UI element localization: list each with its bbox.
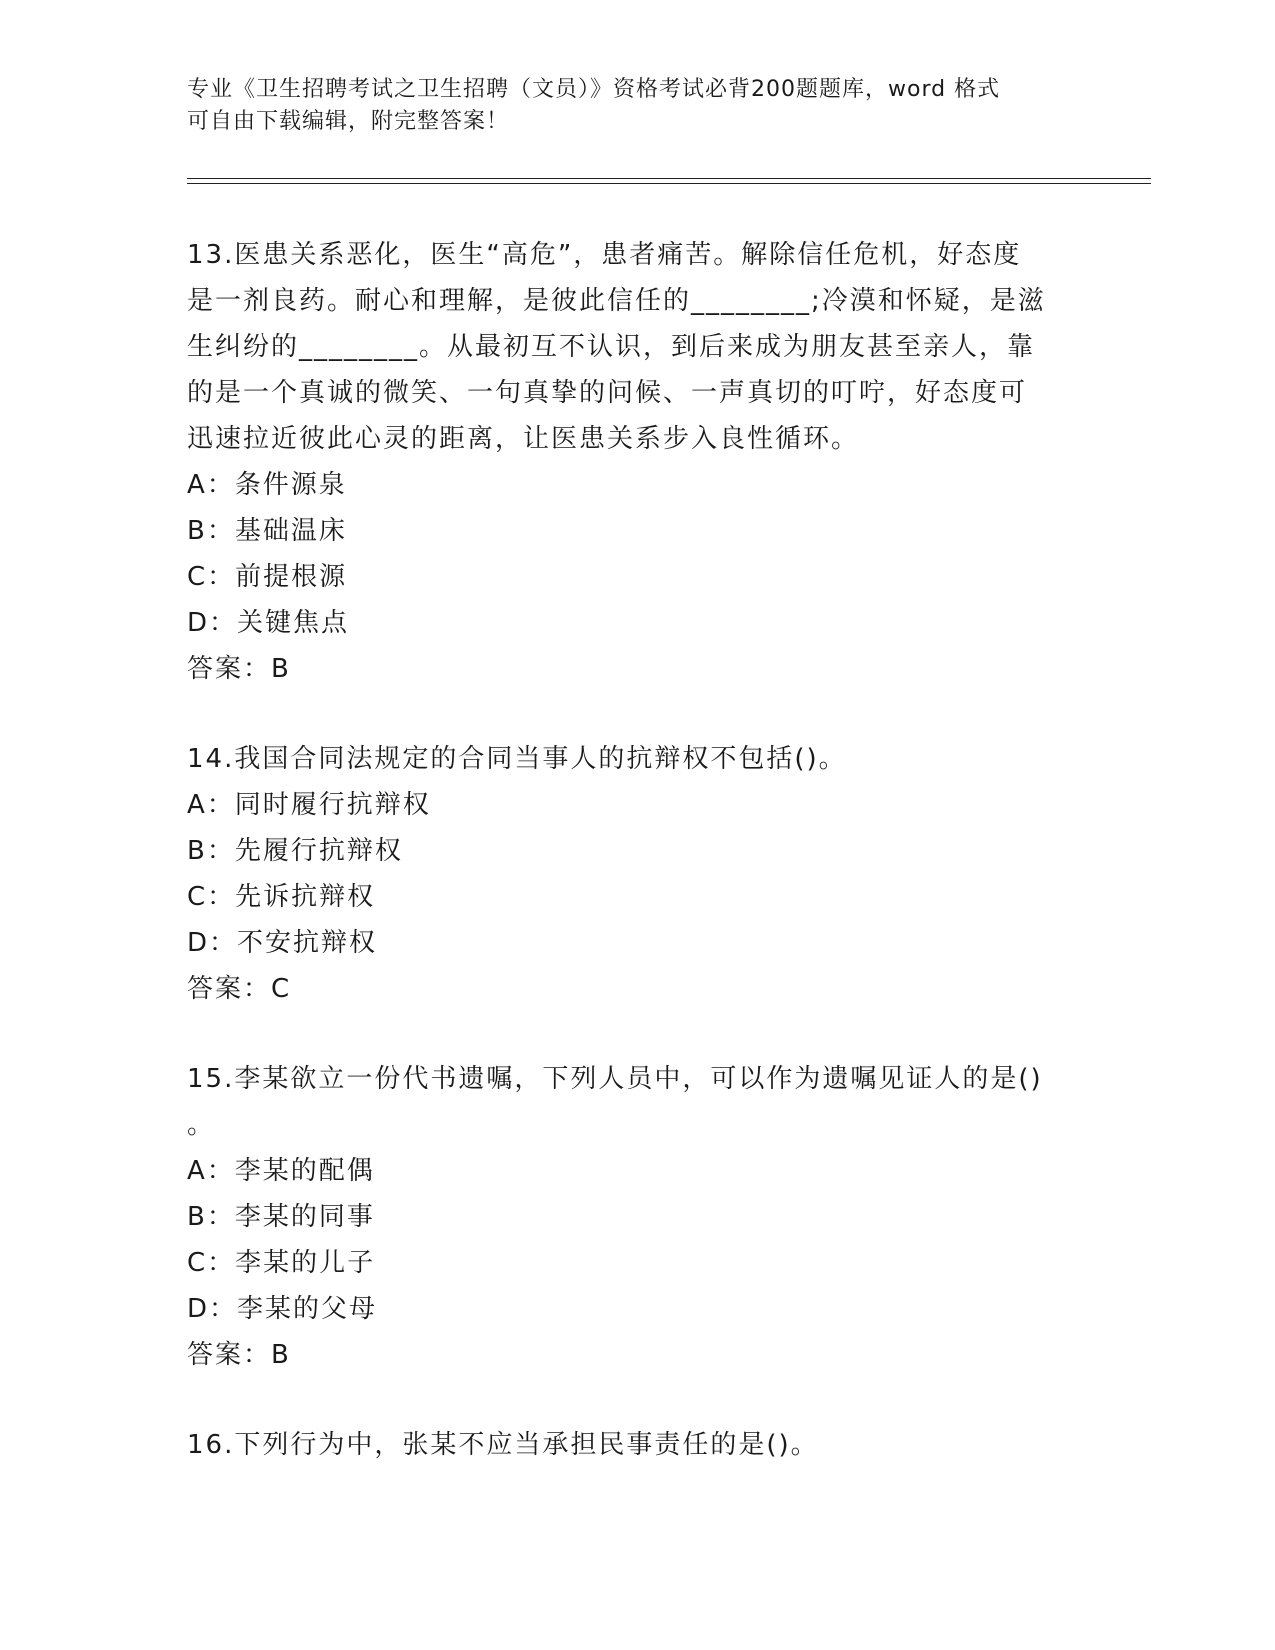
question-stem-line: 的是一个真诚的微笑、一句真挚的问候、一声真切的叮咛，好态度可: [187, 378, 1028, 408]
header-divider-bottom: [187, 183, 1151, 184]
question-list: [187, 232, 1087, 1512]
option-c: C：前提根源: [187, 562, 348, 592]
option-b: B：李某的同事: [187, 1202, 375, 1232]
question-stem-line: 。: [187, 1110, 216, 1140]
answer-line: 答案：B: [187, 654, 291, 684]
option-b: B：基础温床: [187, 516, 347, 546]
question-stem-line: 迅速拉近彼此心灵的距离，让医患关系步入良性循环。: [187, 424, 860, 454]
question-stem-line: 16.下列行为中，张某不应当承担民事责任的是()。: [187, 1430, 819, 1460]
question-stem-line: 是一剂良药。耐心和理解，是彼此信任的________;冷漠和怀疑，是滋: [187, 286, 1046, 316]
question-15: [187, 1056, 1087, 1378]
question-stem-line: 14.我国合同法规定的合同当事人的抗辩权不包括()。: [187, 744, 847, 774]
header-line-1: 专业《卫生招聘考试之卫生招聘（文员）》资格考试必背200题题库，word 格式: [187, 77, 1001, 102]
question-stem: [187, 232, 1087, 462]
question-16: [187, 1422, 1087, 1468]
question-stem-line: 13.医患关系恶化，医生“高危”，患者痛苦。解除信任危机，好态度: [187, 240, 1022, 270]
question-14: [187, 736, 1087, 1012]
option-a: A：同时履行抗辩权: [187, 790, 431, 820]
question-stem: [187, 1422, 1087, 1468]
question-stem-line: 15.李某欲立一份代书遗嘱，下列人员中，可以作为遗嘱见证人的是(): [187, 1064, 1043, 1094]
option-d: D：不安抗辩权: [187, 928, 378, 958]
option-d: D：李某的父母: [187, 1294, 378, 1324]
question-stem-line: 生纠纷的________。从最初互不认识，到后来成为朋友甚至亲人，靠: [187, 332, 1036, 362]
answer-line: 答案：B: [187, 1340, 291, 1370]
question-stem: [187, 736, 1087, 782]
option-b: B：先履行抗辩权: [187, 836, 403, 866]
header-line-2: 可自由下载编辑，附完整答案！: [187, 109, 510, 134]
document-header: [187, 74, 1067, 138]
option-c: C：李某的儿子: [187, 1248, 376, 1278]
question-stem: [187, 1056, 1087, 1148]
header-divider-top: [187, 178, 1151, 179]
option-c: C：先诉抗辩权: [187, 882, 376, 912]
option-a: A：条件源泉: [187, 470, 347, 500]
option-d: D：关键焦点: [187, 608, 350, 638]
question-13: [187, 232, 1087, 692]
option-a: A：李某的配偶: [187, 1156, 375, 1186]
answer-line: 答案：C: [187, 974, 292, 1004]
